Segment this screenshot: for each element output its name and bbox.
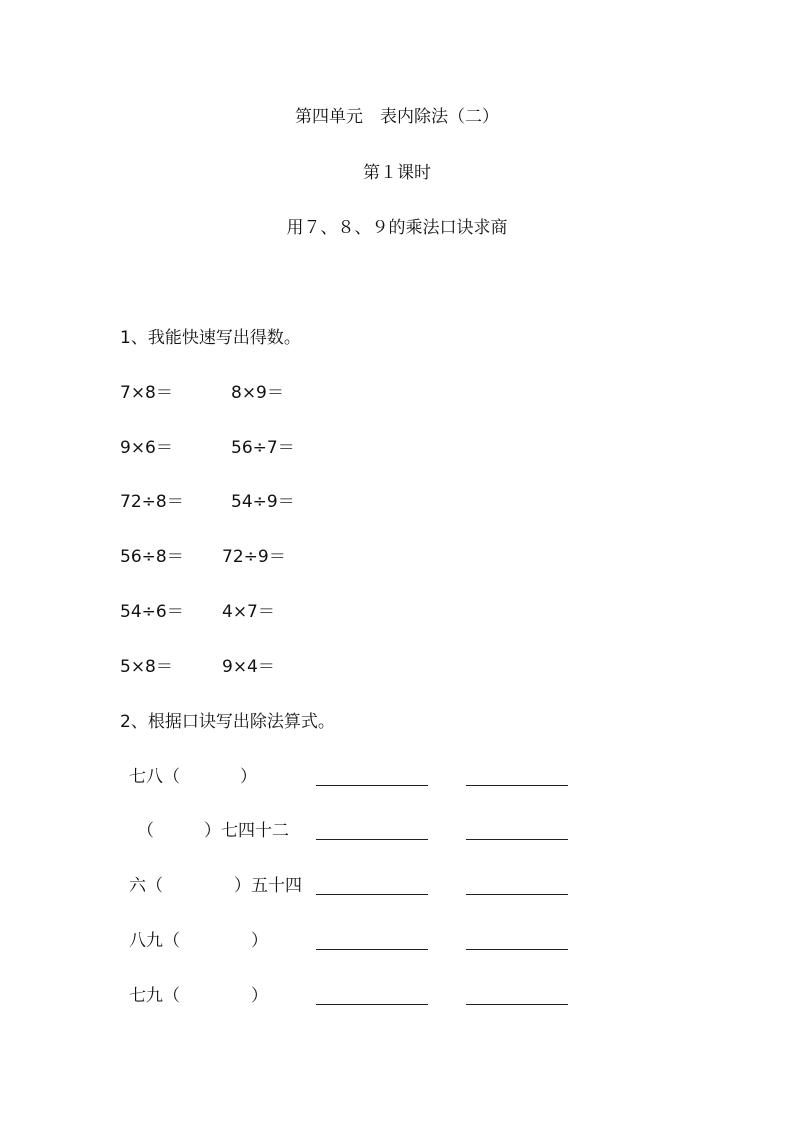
q2-suffix: ） (240, 767, 257, 787)
q1-item-b: 72÷9＝ (222, 547, 286, 567)
answer-blank[interactable] (316, 785, 428, 786)
question-1-title: 1、我能快速写出得数。 (120, 328, 301, 348)
q2-prefix: （ (137, 821, 154, 841)
q1-item-a: 9×6＝ (120, 438, 173, 458)
q2-suffix: ）五十四 (234, 876, 302, 896)
answer-blank[interactable] (316, 839, 428, 840)
answer-blank[interactable] (466, 1004, 568, 1005)
q1-item-a: 72÷8＝ (120, 492, 184, 512)
q1-item-b: 54÷9＝ (231, 492, 295, 512)
answer-blank[interactable] (316, 949, 428, 950)
q2-suffix: ） (251, 931, 268, 951)
answer-blank[interactable] (316, 894, 428, 895)
q2-suffix: ） (251, 986, 268, 1006)
answer-blank[interactable] (316, 1004, 428, 1005)
q1-item-a: 56÷8＝ (120, 547, 184, 567)
q1-item-a: 54÷6＝ (120, 602, 184, 622)
answer-blank[interactable] (466, 894, 568, 895)
q1-item-a: 7×8＝ (120, 383, 173, 403)
q2-prefix: 七八（ (129, 767, 180, 787)
q2-prefix: 六（ (129, 876, 163, 896)
q1-item-b: 4×7＝ (222, 602, 275, 622)
topic-title: 用７、８、９的乘法口诀求商 (286, 218, 508, 238)
q1-item-b: 56÷7＝ (231, 438, 295, 458)
answer-blank[interactable] (466, 949, 568, 950)
answer-blank[interactable] (466, 839, 568, 840)
q2-prefix: 七九（ (129, 986, 180, 1006)
q1-item-a: 5×8＝ (120, 657, 173, 677)
q1-item-b: 8×9＝ (231, 383, 284, 403)
lesson-title: 第１课时 (363, 163, 431, 183)
q1-item-b: 9×4＝ (222, 657, 275, 677)
q2-prefix: 八九（ (129, 931, 180, 951)
unit-title: 第四单元 表内除法（二） (295, 107, 499, 127)
q2-suffix: ）七四十二 (204, 821, 289, 841)
question-2-title: 2、根据口诀写出除法算式。 (120, 712, 335, 732)
answer-blank[interactable] (466, 785, 568, 786)
